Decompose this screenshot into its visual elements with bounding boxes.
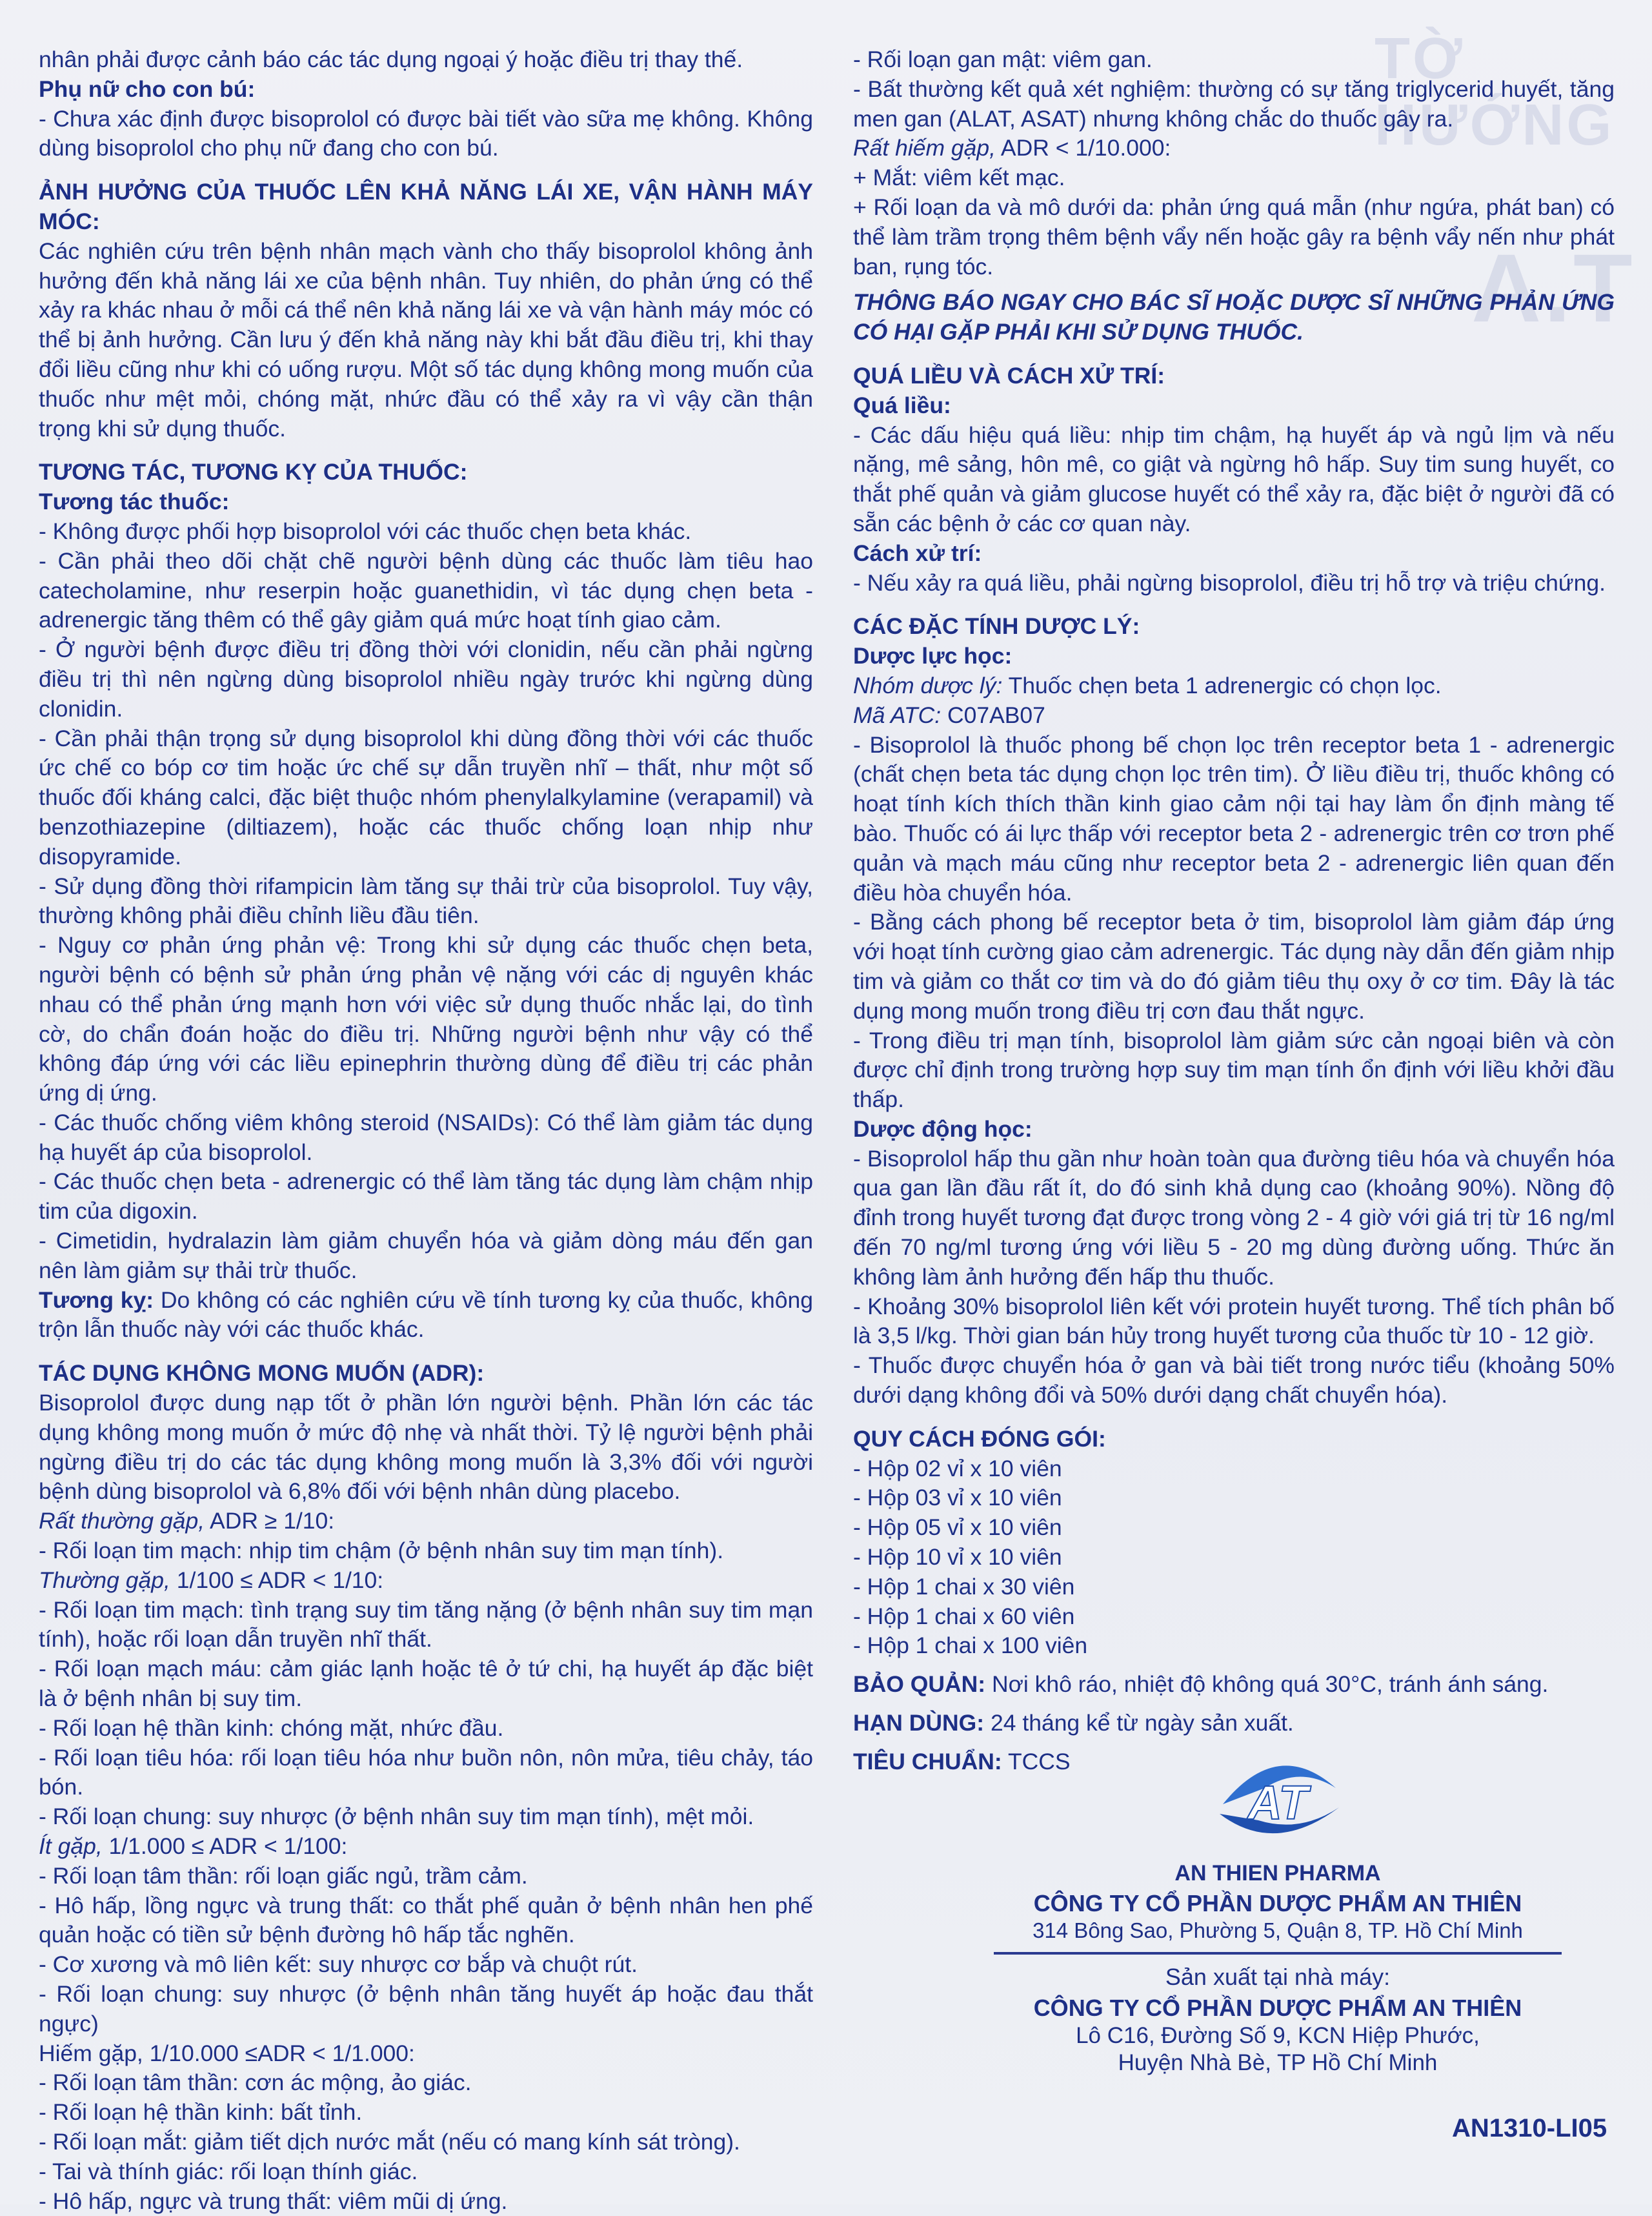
paragraph: - Rối loạn hệ thần kinh: bất tỉnh.: [39, 2099, 363, 2126]
inline-text: Do không có các nghiên cứu về tính tương kỵ của thuốc, không trộn lẫn thuốc này với các thuốc khác.: [39, 1286, 813, 1343]
manufacture-label: Sản xuất tại nhà máy:: [1165, 1964, 1391, 1990]
inline-text: Thuốc chẹn beta 1 adrenergic có chọn lọc.: [1002, 672, 1442, 698]
section-heading: QUÁ LIỀU VÀ CÁCH XỬ TRÍ:: [853, 362, 1165, 389]
paragraph: - Rối loạn gan mật: viêm gan.: [853, 46, 1153, 72]
paragraph: - Hộp 10 vỉ x 10 viên: [853, 1544, 1062, 1571]
section-heading: CÁC ĐẶC TÍNH DƯỢC LÝ:: [853, 613, 1140, 640]
inline-text: 1/1.000 ≤ ADR < 1/100:: [102, 1833, 348, 1860]
logo-letters: AT: [1247, 1776, 1308, 1829]
paragraph: - Bisoprolol hấp thu gần như hoàn toàn qua đường tiêu hóa và chuyển hóa qua gan lần đầu rất ít, do đó sinh khả dụng cao (khoảng 90%). Nồng độ đỉnh trong huyết tương đạt được trong vòng 2 - 4 giờ với giá trị từ 16 ng/ml đến 70 ng/ml tương ứng với liều 5 - 20 mg dùng đường uống. Thức ăn không làm ảnh hưởng đến hấp thu thuốc.: [853, 1145, 1615, 1290]
subheading: Dược lực học:: [853, 643, 1012, 669]
subheading: Tương tác thuốc:: [39, 489, 230, 515]
section-heading: ẢNH HƯỞNG CỦA THUỐC LÊN KHẢ NĂNG LÁI XE, VẬN HÀNH MÁY MÓC:: [39, 179, 813, 234]
paragraph: + Rối loạn da và mô dưới da: phản ứng quá mẫn (như ngứa, phát ban) có thể làm trầm trọng thêm bệnh vẩy nến hoặc gây ra bệnh vẩy nến như phát ban, rụng tóc.: [853, 194, 1615, 280]
paragraph: - Cimetidin, hydralazin làm giảm chuyển hóa và giảm dòng máu đến gan nên làm giảm sự thải trừ thuốc.: [39, 1228, 813, 1283]
paragraph: [853, 1709, 1615, 1738]
an-thien-logo-icon: [1204, 1743, 1352, 1856]
paragraph: - Hô hấp, lồng ngực và trung thất: co thắt phế quản ở bệnh nhân hen phế quản hoặc có tiền sử bệnh đường hô hấp tắc nghẽn.: [39, 1892, 813, 1948]
inline-text: 1/100 ≤ ADR < 1/10:: [170, 1567, 384, 1593]
paragraph: - Rối loạn chung: suy nhược (ở bệnh nhân suy tim mạn tính), mệt mỏi.: [39, 1804, 754, 1830]
paragraph: - Khoảng 30% bisoprolol liên kết với protein huyết tương. Thể tích phân bố là 3,5 l/kg. Thời gian bán hủy trong huyết tương của thuốc từ 10 - 12 giờ.: [853, 1293, 1615, 1349]
manufacturer-name: CÔNG TY CỔ PHẦN DƯỢC PHẨM AN THIÊN: [1033, 1995, 1522, 2021]
paragraph: - Hô hấp, ngực và trung thất: viêm mũi dị ứng.: [39, 2188, 508, 2214]
inline-label: HẠN DÙNG:: [853, 1710, 985, 1736]
paragraph: - Rối loạn tim mạch: nhịp tim chậm (ở bệnh nhân suy tim mạn tính).: [39, 1538, 724, 1564]
inline-text: 24 tháng kể từ ngày sản xuất.: [984, 1710, 1294, 1736]
paragraph: [39, 1566, 813, 1596]
company-address: 314 Bông Sao, Phường 5, Quận 8, TP. Hồ Chí Minh: [1032, 1918, 1523, 1942]
section-heading: TÁC DỤNG KHÔNG MONG MUỐN (ADR):: [39, 1360, 485, 1387]
paragraph: - Hộp 1 chai x 100 viên: [853, 1632, 1088, 1659]
paragraph: - Các thuốc chống viêm không steroid (NSAIDs): Có thể làm giảm tác dụng hạ huyết áp của bisoprolol.: [39, 1109, 813, 1165]
inline-label: Rất thường gặp,: [39, 1508, 205, 1534]
inline-label: Tương kỵ:: [39, 1286, 154, 1313]
show-through-watermark: A.T: [1471, 234, 1635, 342]
paragraph: - Cơ xương và mô liên kết: suy nhược cơ bắp và chuột rút.: [39, 1951, 638, 1978]
paragraph: [853, 671, 1615, 701]
paragraph: Các nghiên cứu trên bệnh nhân mạch vành cho thấy bisoprolol không ảnh hưởng đến khả năng lái xe của bệnh nhân. Tuy nhiên, do phản ứng có thể xảy ra khác nhau ở mỗi cá thể nên khả năng lái xe và vận hành máy móc có thể bị ảnh hưởng. Cần lưu ý đến khả năng này khi bắt đầu điều trị, khi thay đổi liều cũng như khi có uống rượu. Một số tác dụng không mong muốn của thuốc như mệt mỏi, chóng mặt, nhức đầu có thể xảy ra vì vậy cần thận trọng khi sử dụng thuốc.: [39, 238, 813, 442]
paragraph: - Rối loạn chung: suy nhược (ở bệnh nhân tăng huyết áp hoặc đau thắt ngực): [39, 1981, 813, 2037]
paragraph: [853, 134, 1615, 163]
divider: [994, 1952, 1562, 1955]
inline-label: Mã ATC:: [853, 702, 942, 728]
paragraph: - Rối loạn tiêu hóa: rối loạn tiêu hóa như buồn nôn, nôn mửa, tiêu chảy, táo bón.: [39, 1744, 813, 1800]
document-code: AN1310-LI05: [1452, 2114, 1607, 2142]
paragraph: [853, 701, 1615, 731]
inline-text: TCCS: [1002, 1748, 1071, 1774]
paragraph: - Nếu xảy ra quá liều, phải ngừng bisoprolol, điều trị hỗ trợ và triệu chứng.: [853, 569, 1606, 596]
inline-text: ADR ≥ 1/10:: [205, 1508, 335, 1534]
subheading: Phụ nữ cho con bú:: [39, 76, 256, 102]
paragraph: [39, 1286, 813, 1345]
paragraph: - Rối loạn hệ thần kinh: chóng mặt, nhức đầu.: [39, 1714, 504, 1741]
paragraph: - Rối loạn mắt: giảm tiết dịch nước mắt (nếu có mang kính sát tròng).: [39, 2128, 740, 2155]
inline-text: ADR < 1/10.000:: [996, 135, 1171, 161]
paragraph: - Rối loạn mạch máu: cảm giác lạnh hoặc tê ở tứ chi, hạ huyết áp đặc biệt là ở bệnh nhân bị suy tim.: [39, 1656, 813, 1712]
paragraph: - Sử dụng đồng thời rifampicin làm tăng sự thải trừ của bisoprolol. Tuy vậy, thường không phải điều chỉnh liều đầu tiên.: [39, 873, 813, 929]
paragraph: [39, 1507, 813, 1536]
inline-label: Thường gặp,: [39, 1567, 170, 1593]
paragraph: - Trong điều trị mạn tính, bisoprolol làm giảm sức cản ngoại biên và còn được chỉ định trong trường hợp suy tim mạn tính ổn định với liều khởi đầu thấp.: [853, 1027, 1615, 1113]
paragraph: - Hộp 1 chai x 60 viên: [853, 1603, 1075, 1629]
inline-label: Ít gặp,: [39, 1833, 103, 1860]
brand-name: AN THIEN PHARMA: [1174, 1861, 1381, 1886]
footer-block: [987, 1743, 1568, 2076]
right-column: [853, 45, 1615, 1777]
paragraph: Bisoprolol được dung nạp tốt ở phần lớn người bệnh. Phần lớn các tác dụng không mong muốn ở mức độ nhẹ và nhất thời. Tỷ lệ người bệnh phải ngừng điều trị do các tác dụng không mong muốn là 3,3% đối với người bệnh dùng bisoprolol và 6,8% đối với bệnh nhân dùng placebo.: [39, 1390, 813, 1505]
paragraph: - Tai và thính giác: rối loạn thính giác.: [39, 2158, 418, 2184]
manufacturer-address-line2: Huyện Nhà Bè, TP Hồ Chí Minh: [1118, 2050, 1438, 2075]
inline-text: Nơi khô ráo, nhiệt độ không quá 30°C, tránh ánh sáng.: [985, 1671, 1549, 1698]
section-heading: QUY CÁCH ĐÓNG GÓI:: [853, 1425, 1106, 1452]
paragraph: - Rối loạn tim mạch: tình trạng suy tim tăng nặng (ở bệnh nhân suy tim mạn tính), hoặc rối loạn dẫn truyền nhĩ thất.: [39, 1596, 813, 1652]
paragraph: - Chưa xác định được bisoprolol có được bài tiết vào sữa mẹ không. Không dùng bisoprolol cho phụ nữ đang cho con bú.: [39, 105, 813, 161]
paragraph: - Bất thường kết quả xét nghiệm: thường có sự tăng triglycerid huyết, tăng men gan (ALAT, ASAT) nhưng không chắc do thuốc gây ra.: [853, 76, 1615, 132]
paragraph: - Hộp 05 vỉ x 10 viên: [853, 1514, 1062, 1541]
paragraph: - Ở người bệnh được điều trị đồng thời với clonidin, nếu cần phải ngừng điều trị thì nên ngừng dùng bisoprolol nhiều ngày trước khi ngừng dùng clonidin.: [39, 636, 813, 722]
subheading: Dược động học:: [853, 1115, 1032, 1142]
paragraph: - Hộp 02 vỉ x 10 viên: [853, 1455, 1062, 1481]
paragraph: - Hộp 03 vỉ x 10 viên: [853, 1485, 1062, 1511]
company-name: CÔNG TY CỔ PHẦN DƯỢC PHẨM AN THIÊN: [1033, 1890, 1522, 1916]
left-column: [39, 45, 813, 2216]
inline-label: TIÊU CHUẨN:: [853, 1748, 1002, 1774]
subheading: Quá liều:: [853, 392, 951, 418]
inline-label: Nhóm dược lý:: [853, 672, 1003, 698]
warning-notice: THÔNG BÁO NGAY CHO BÁC SĨ HOẶC DƯỢC SĨ NHỮNG PHẢN ỨNG CÓ HẠI GẶP PHẢI KHI SỬ DỤNG THUỐC.: [853, 289, 1615, 345]
section-heading: TƯƠNG TÁC, TƯƠNG KỴ CỦA THUỐC:: [39, 459, 468, 485]
paragraph: - Các thuốc chẹn beta - adrenergic có thể làm tăng tác dụng làm chậm nhịp tim của digoxin.: [39, 1168, 813, 1225]
manufacturer-address-line1: Lô C16, Đường Số 9, KCN Hiệp Phước,: [1076, 2023, 1480, 2048]
paragraph: - Các dấu hiệu quá liều: nhịp tim chậm, hạ huyết áp và ngủ lịm và nếu nặng, mê sảng, hôn mê, co giật và ngừng hô hấp. Suy tim sung huyết, co thắt phế quản và giảm glucose huyết có thể xảy ra, đặc biệt ở người đã có sẵn các bệnh ở các cơ quan này.: [853, 422, 1615, 536]
paragraph: - Bằng cách phong bế receptor beta ở tim, bisoprolol làm giảm đáp ứng với hoạt tính cường giao cảm adrenergic. Tác dụng này dẫn đến giảm nhịp tim và giảm co thắt cơ tim và do đó giảm tiêu thụ oxy ở cơ tim. Đây là tác dụng mong muốn trong điều trị cơn đau thắt ngực.: [853, 909, 1615, 1024]
subheading: Cách xử trí:: [853, 540, 982, 566]
paragraph: + Mắt: viêm kết mạc.: [853, 165, 1065, 191]
paragraph: - Cần phải thận trọng sử dụng bisoprolol khi dùng đồng thời với các thuốc ức chế co bóp cơ tim hoặc ức chế sự dẫn truyền nhĩ – thất, như một số thuốc đối kháng calci, đặc biệt thuộc nhóm phenylalkylamine (verapamil) và benzothiazepine (diltiazem), hoặc các thuốc chống loạn nhịp như disopyramide.: [39, 725, 813, 869]
paragraph: - Không được phối hợp bisoprolol với các thuốc chẹn beta khác.: [39, 518, 692, 544]
inline-text: C07AB07: [941, 702, 1045, 728]
paragraph: Hiếm gặp, 1/10.000 ≤ADR < 1/1.000:: [39, 2040, 415, 2066]
paragraph: - Rối loạn tâm thần: cơn ác mộng, ảo giác.: [39, 2069, 472, 2096]
inline-label: BẢO QUẢN:: [853, 1671, 986, 1698]
inline-label: Rất hiếm gặp,: [853, 135, 996, 161]
paragraph: - Thuốc được chuyển hóa ở gan và bài tiết trong nước tiểu (khoảng 50% dưới dạng không đổi và 50% dưới dạng chất chuyển hóa).: [853, 1352, 1615, 1408]
paragraph: - Rối loạn tâm thần: rối loạn giấc ngủ, trầm cảm.: [39, 1862, 528, 1889]
paragraph: [39, 1832, 813, 1862]
paragraph: - Hộp 1 chai x 30 viên: [853, 1573, 1075, 1600]
paragraph: - Nguy cơ phản ứng phản vệ: Trong khi sử dụng các thuốc chẹn beta, người bệnh có bệnh sử phản ứng phản vệ nặng với các dị nguyên khác nhau có thể phản ứng mạnh hơn với việc sử dụng thuốc nhắc lại, do tình cờ, do chẩn đoán hoặc do điều trị. Những người bệnh như vậy có thể không đáp ứng với các liều epinephrin thường dùng để điều trị các phản ứng dị ứng.: [39, 932, 813, 1106]
paragraph: - Cần phải theo dõi chặt chẽ người bệnh dùng các thuốc làm tiêu hao catecholamine, như reserpin hoặc guanethidin, vì tác dụng chẹn beta - adrenergic tăng thêm có thể gây giảm quá mức hoạt tính giao cảm.: [39, 547, 813, 633]
show-through-watermark: TỜ HƯỚNG: [1375, 26, 1615, 158]
paragraph: - Bisoprolol là thuốc phong bế chọn lọc trên receptor beta 1 - adrenergic (chất chẹn beta tác dụng chọn lọc trên tim). Ở liều điều trị, thuốc không có hoạt tính kích thích thần kinh giao cảm nội tại hay làm ổn định màng tế bào. Thuốc có ái lực thấp với receptor beta 2 - adrenergic trên cơ trơn phế quản và mạch máu cũng như receptor beta 2 - adrenergic liên quan đến điều hòa chuyển hóa.: [853, 731, 1615, 906]
paragraph: nhân phải được cảnh báo các tác dụng ngoại ý hoặc điều trị thay thế.: [39, 46, 743, 72]
paragraph: [853, 1670, 1615, 1700]
